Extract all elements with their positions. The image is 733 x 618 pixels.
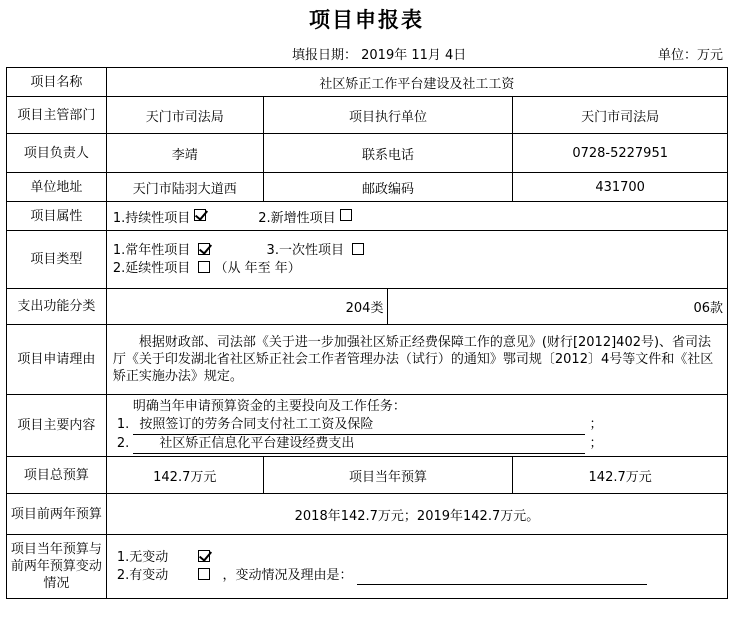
currency-unit: 单位：万元: [657, 48, 723, 63]
value-zip: 431700: [513, 173, 728, 201]
value-phone: 0728-5227951: [513, 134, 728, 172]
option-continuous: 1.持续性项目: [112, 210, 191, 226]
row-budget: [7, 457, 728, 494]
label-executing-unit: 项目执行单位: [264, 97, 514, 133]
content-item-2-no: 2.: [116, 435, 130, 451]
empty-box-icon[interactable]: [198, 261, 210, 273]
content-item-1-no: 1.: [116, 416, 130, 432]
content-item-1: 按照签订的劳务合同支付社工工资及保险: [133, 416, 585, 435]
value-address: 天门市陆羽大道西: [107, 173, 264, 201]
label-function-class: 支出功能分类: [7, 289, 107, 324]
change-reason-blank[interactable]: [357, 570, 647, 585]
label-address: 单位地址: [7, 173, 107, 201]
checked-box-icon[interactable]: [198, 550, 210, 562]
content-sep-2: ；: [589, 435, 603, 451]
extended-years: （从 年至 年）: [214, 260, 301, 276]
fill-date: 填报日期： 2019年 11月 4日: [292, 48, 467, 63]
label-project-name: 项目名称: [7, 68, 107, 96]
label-zip: 邮政编码: [264, 173, 514, 201]
content-container: [107, 395, 728, 456]
label-leader: 项目负责人: [7, 134, 107, 172]
option-extended: 2.延续性项目: [112, 260, 191, 276]
empty-box-icon[interactable]: [340, 209, 352, 221]
label-year-budget: 项目当年预算: [264, 457, 514, 493]
empty-box-icon[interactable]: [352, 243, 364, 255]
content-item-2: 社区矫正信息化平台建设经费支出: [133, 435, 585, 454]
label-type: 项目类型: [7, 231, 107, 288]
value-year-budget: 142.7万元: [513, 457, 728, 493]
label-content: 项目主要内容: [7, 395, 107, 456]
label-total-budget: 项目总预算: [7, 457, 107, 493]
label-previous-budget: 项目前两年预算: [7, 494, 107, 534]
option-annual: 1.常年性项目: [112, 242, 191, 258]
value-previous-budget: 2018年142.7万元；2019年142.7万元。: [107, 494, 728, 534]
change-options: [107, 535, 728, 598]
label-attribute: 项目属性: [7, 202, 107, 230]
option-no-change: 1.无变动: [116, 549, 169, 565]
value-total-budget: 142.7万元: [107, 457, 264, 493]
row-address: [7, 173, 728, 202]
row-change: [7, 535, 728, 599]
option-one-time: 3.一次性项目: [266, 242, 344, 258]
row-function-class: [7, 289, 728, 325]
value-leader: 李靖: [107, 134, 264, 172]
label-reason: 项目申请理由: [7, 325, 107, 394]
row-reason: [7, 325, 728, 395]
row-leader: [7, 134, 728, 173]
label-phone: 联系电话: [264, 134, 514, 172]
row-department: [7, 97, 728, 134]
option-new: 2.新增性项目: [258, 210, 336, 226]
type-options: [107, 231, 728, 288]
content-intro: 明确当年申请预算资金的主要投向及工作任务：: [132, 398, 406, 414]
change-reason-label: ，变动情况及理由是：: [222, 567, 353, 583]
row-project-name: [7, 68, 728, 97]
checked-box-icon[interactable]: [194, 209, 206, 221]
reason-text: 根据财政部、司法部《关于进一步加强社区矫正经费保障工作的意见》(财行[2012]402号)、省司法厅《关于印发湖北省社区矫正社会工作者管理办法（试行）的通知》鄂司规〔2012〕4号等文件和《社区矫正实施办法》规定。: [112, 335, 714, 384]
empty-box-icon[interactable]: [198, 568, 210, 580]
value-department: 天门市司法局: [107, 97, 264, 133]
page-title: 项目申报表: [309, 7, 424, 32]
row-content: [7, 395, 728, 457]
label-department: 项目主管部门: [7, 97, 107, 133]
checked-box-icon[interactable]: [198, 243, 210, 255]
row-previous-budget: [7, 494, 728, 535]
row-type: [7, 231, 728, 289]
row-attribute: [7, 202, 728, 231]
option-changed: 2.有变动: [116, 567, 169, 583]
value-executing-unit: 天门市司法局: [513, 97, 728, 133]
attribute-options: [107, 202, 728, 230]
application-form-table: [6, 67, 728, 599]
value-project-name: 社区矫正工作平台建设及社工工资: [107, 68, 728, 96]
label-change: 项目当年预算与前两年预算变动情况: [7, 535, 107, 598]
reason-container: [107, 325, 728, 394]
value-class: 204类: [107, 289, 389, 324]
content-sep-1: ；: [589, 416, 603, 432]
value-item: 06款: [388, 289, 728, 324]
